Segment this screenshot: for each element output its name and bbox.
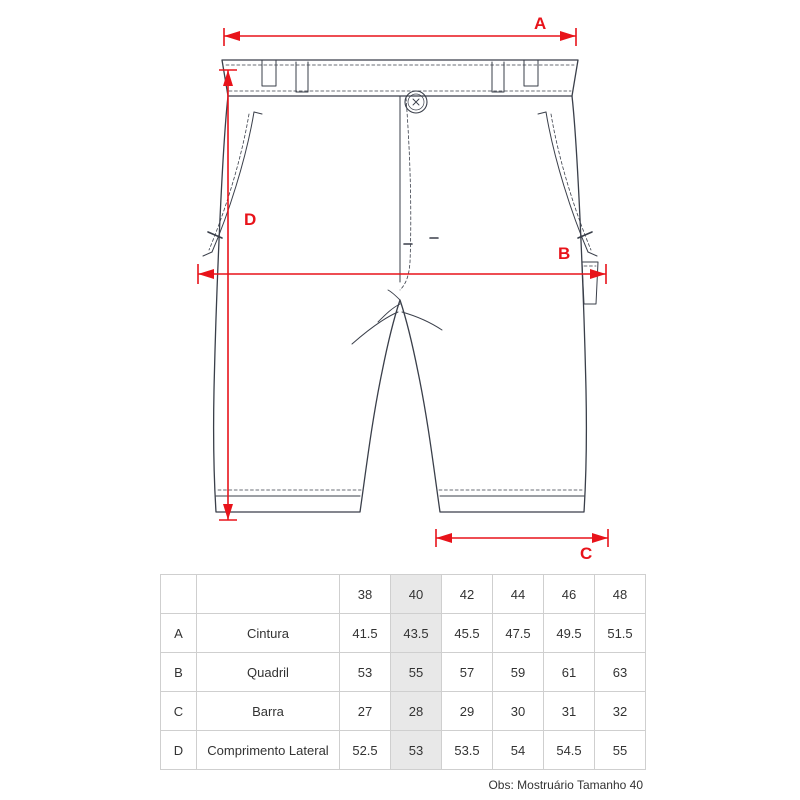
header-size-46: 46: [544, 575, 595, 614]
header-letter-corner: [161, 575, 197, 614]
dimension-label-b: B: [558, 244, 571, 263]
row-letter-b: B: [161, 653, 197, 692]
cell-a-42: 45.5: [442, 614, 493, 653]
cell-c-40: 28: [391, 692, 442, 731]
header-name-corner: [197, 575, 340, 614]
row-letter-a: A: [161, 614, 197, 653]
header-size-44: 44: [493, 575, 544, 614]
cell-a-46: 49.5: [544, 614, 595, 653]
cell-a-40: 43.5: [391, 614, 442, 653]
cell-d-40: 53: [391, 731, 442, 770]
size-table: [160, 574, 646, 770]
cell-b-38: 53: [340, 653, 391, 692]
table-row: [161, 731, 646, 770]
cell-d-48: 55: [595, 731, 646, 770]
row-name-quadril: Quadril: [197, 653, 340, 692]
header-size-40: 40: [391, 575, 442, 614]
row-letter-c: C: [161, 692, 197, 731]
dimension-label-a: A: [534, 14, 547, 33]
table-row: [161, 653, 646, 692]
header-size-42: 42: [442, 575, 493, 614]
cell-a-48: 51.5: [595, 614, 646, 653]
cell-c-44: 30: [493, 692, 544, 731]
cell-d-42: 53.5: [442, 731, 493, 770]
dimension-label-c: C: [580, 544, 593, 563]
cell-c-42: 29: [442, 692, 493, 731]
cell-a-44: 47.5: [493, 614, 544, 653]
cell-a-38: 41.5: [340, 614, 391, 653]
row-name-barra: Barra: [197, 692, 340, 731]
cell-b-42: 57: [442, 653, 493, 692]
header-size-48: 48: [595, 575, 646, 614]
cell-c-46: 31: [544, 692, 595, 731]
row-name-cintura: Cintura: [197, 614, 340, 653]
table-header-row: [161, 575, 646, 614]
size-table-wrapper: [160, 574, 643, 770]
cell-d-46: 54.5: [544, 731, 595, 770]
cell-c-38: 27: [340, 692, 391, 731]
header-size-38: 38: [340, 575, 391, 614]
table-row: [161, 692, 646, 731]
cell-c-48: 32: [595, 692, 646, 731]
cell-d-44: 54: [493, 731, 544, 770]
observation-note: Obs: Mostruário Tamanho 40: [488, 778, 643, 792]
cell-b-44: 59: [493, 653, 544, 692]
cell-d-38: 52.5: [340, 731, 391, 770]
cell-b-48: 63: [595, 653, 646, 692]
table-row: [161, 614, 646, 653]
cell-b-40: 55: [391, 653, 442, 692]
dimension-label-d: D: [244, 210, 257, 229]
row-letter-d: D: [161, 731, 197, 770]
row-name-comprimento-lateral: Comprimento Lateral: [197, 731, 340, 770]
cell-b-46: 61: [544, 653, 595, 692]
